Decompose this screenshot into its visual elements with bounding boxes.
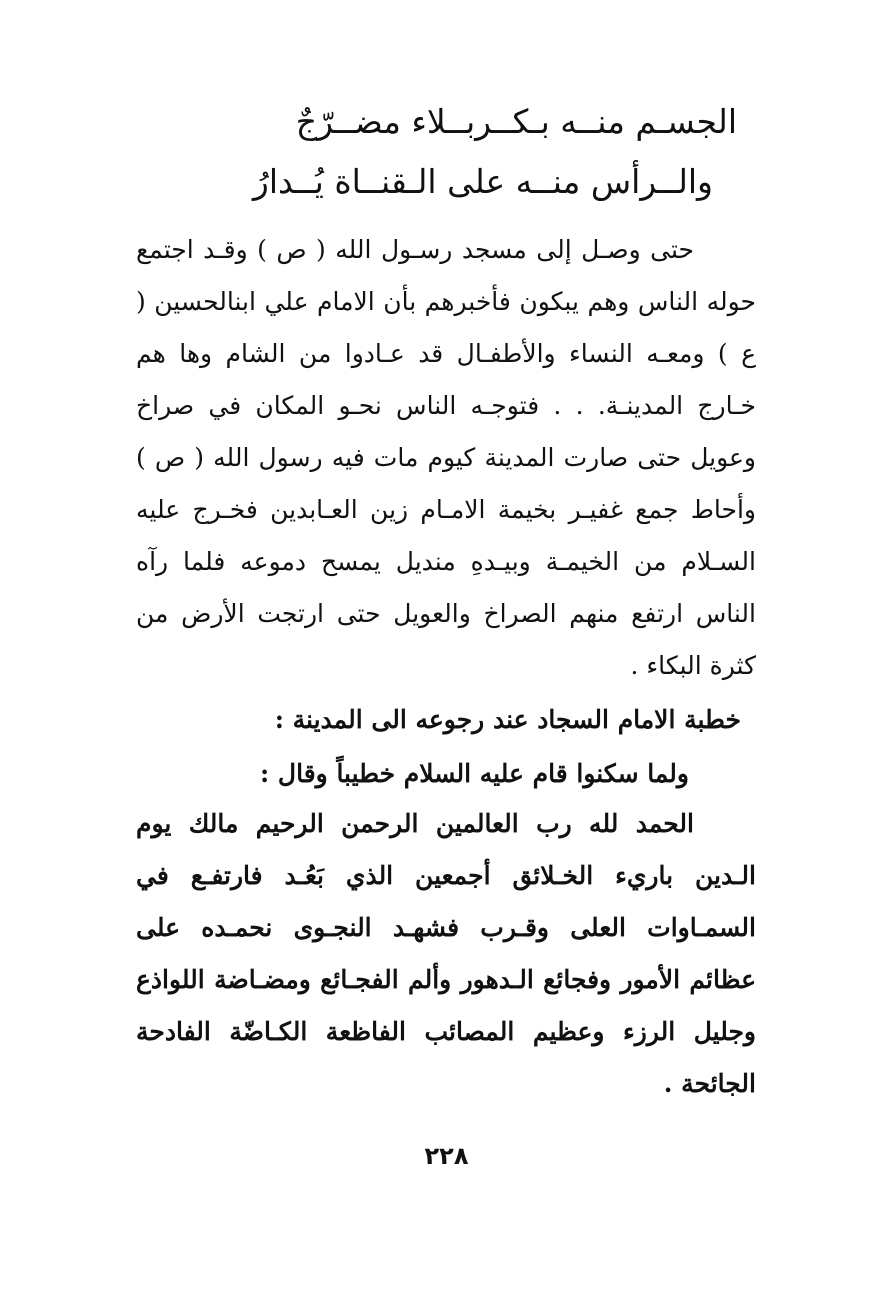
poem-verse-2: والــرأس منــه على الـقنــاة يُــدارُ: [252, 162, 713, 201]
narrative-paragraph: حتى وصـل إلى مسجد رسـول الله ( ص ) وقـد اجتمع حوله الناس وهم يبكون فأخبرهم بأن الامام علي ابنالحسين ( ع ) ومعـه النساء والأطفـال قد عـادوا من الشام وها هم خـارج المدينـة. . . فتوجـه الناس نحـو المكان في صراخ وعويل حتى صارت المدينة كيوم مات فيه رسول الله ( ص ) وأحاط جمع غفيـر بخيمة الامـام زين العـابدين فخـرج عليه السـلام من الخيمـة وبيـدهِ منديل يمسح دموعه فلما رآه الناس ارتفع منهم الصراخ والعويل حتى ارتجت الأرض من كثرة البكاء .: [136, 235, 756, 680]
poem-verse-1: الجسـم منــه بـكــربــلاء مضــرّجٌ: [295, 102, 737, 141]
intro-line: ولما سكنوا قام عليه السلام خطيباً وقال :: [260, 759, 689, 788]
section-heading: خطبة الامام السجاد عند رجوعه الى المدينة :: [274, 705, 741, 734]
sermon-paragraph: الحمد لله رب العالمين الرحمن الرحيم مالك يوم الـدين باريء الخـلائق أجمعين الذي بَعُـد فارتفـع في السمـاوات العلى وقـرب فشهـد النجـوى نحمـده على عظائم الأمور وفجائع الـدهور وألم الفجـائع ومضـاضة اللواذع وجليل الرزء وعظيم المصائب الفاظعة الكـاضّة الفادحة الجائحة .: [136, 809, 756, 1098]
page-number: ٢٢٨: [424, 1142, 469, 1170]
